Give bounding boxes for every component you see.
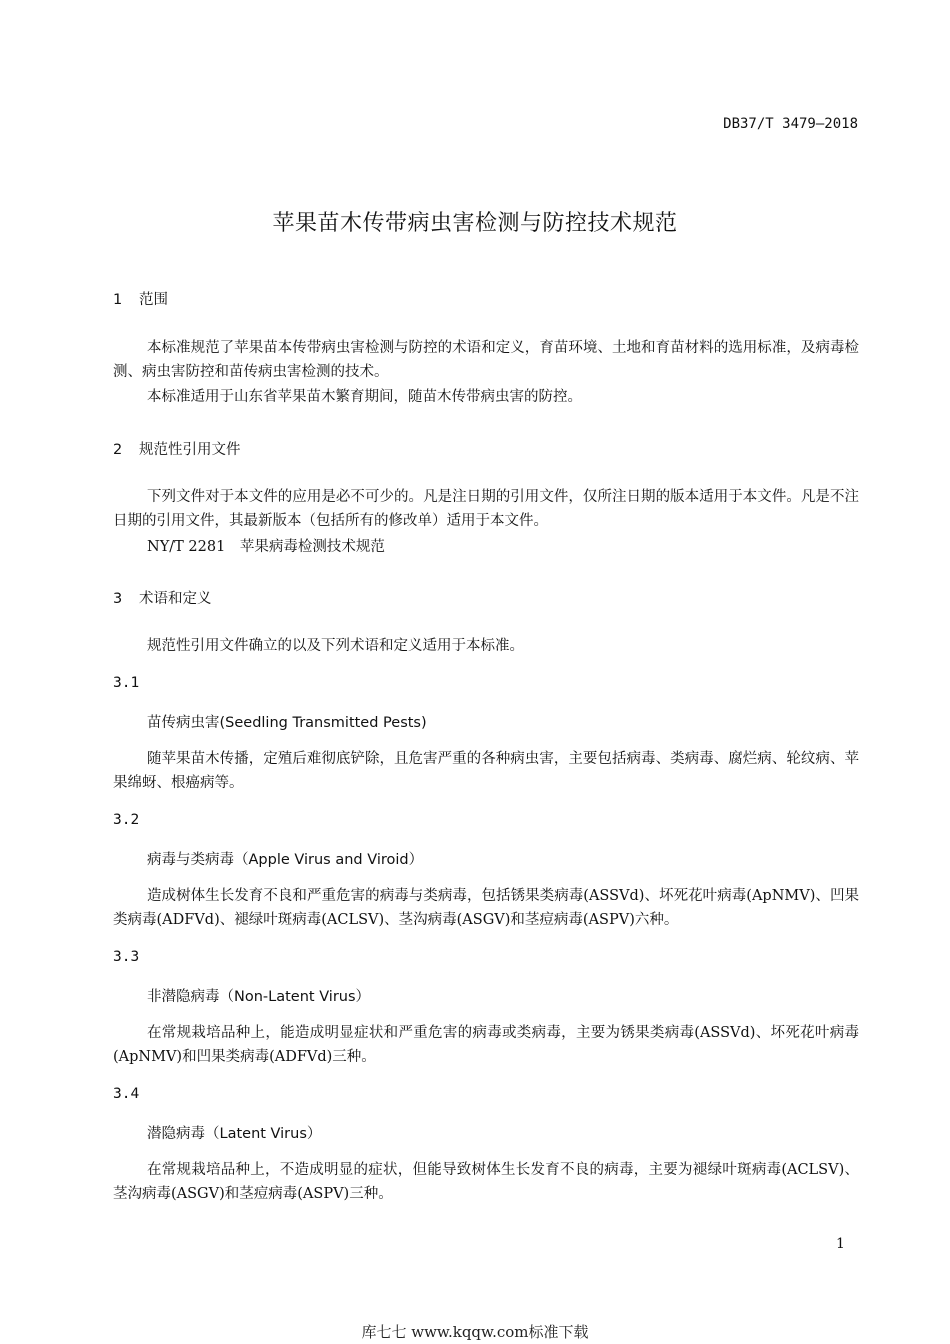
- section-3-heading: [113, 587, 212, 608]
- section-2-paragraph-1: 下列文件对于本文件的应用是必不可少的。凡是注日期的引用文件，仅所注日期的版本适用于本文件。凡是不注日期的引用文件，其最新版本（包括所有的修改单）适用于本文件。: [113, 489, 859, 529]
- document-code: DB37/T 3479—2018: [723, 116, 858, 132]
- section-number: 2: [113, 442, 123, 458]
- document-title: 苹果苗木传带病虫害检测与防控技术规范: [272, 211, 678, 236]
- term-number: 3.1: [113, 675, 140, 691]
- term-definition: 在常规栽培品种上，不造成明显的症状，但能导致树体生长发育不良的病毒，主要为褪绿叶斑病毒(ACLSV)、茎沟病毒(ASGV)和茎痘病毒(ASPV)三种。: [113, 1162, 859, 1202]
- term-number: 3.4: [113, 1086, 140, 1102]
- section-number: 3: [113, 591, 123, 607]
- section-1-paragraph-1: 本标准规范了苹果苗本传带病虫害检测与防控的术语和定义，育苗环境、土地和育苗材料的选用标准，及病毒检测、病虫害防控和苗传病虫害检测的技术。: [113, 340, 859, 380]
- section-number: 1: [113, 292, 123, 308]
- section-1-paragraph-2: 本标准适用于山东省苹果苗木繁育期间，随苗木传带病虫害的防控。: [147, 389, 582, 405]
- term-number: 3.3: [113, 949, 140, 965]
- term-title: 苗传病虫害(Seedling Transmitted Pests): [147, 715, 427, 731]
- page-number: 1: [836, 1236, 845, 1252]
- term-definition: 随苹果苗木传播，定殖后难彻底铲除，且危害严重的各种病虫害，主要包括病毒、类病毒、腐烂病、轮纹病、苹果绵蚜、根癌病等。: [113, 751, 859, 791]
- section-title: 规范性引用文件: [139, 442, 241, 458]
- section-title: 术语和定义: [139, 591, 212, 607]
- normative-reference: NY/T 2281 苹果病毒检测技术规范: [147, 539, 385, 555]
- section-title: 范围: [139, 292, 168, 308]
- section-2-heading: [113, 438, 241, 459]
- term-definition: 造成树体生长发育不良和严重危害的病毒与类病毒，包括锈果类病毒(ASSVd)、坏死花叶病毒(ApNMV)、凹果类病毒(ADFVd)、褪绿叶斑病毒(ACLSV)、茎沟病毒(ASGV)和茎痘病毒(ASPV)六种。: [113, 888, 859, 928]
- section-3-paragraph-1: 规范性引用文件确立的以及下列术语和定义适用于本标准。: [147, 638, 524, 654]
- section-1-heading: [113, 288, 168, 309]
- term-title: 病毒与类病毒（Apple Virus and Viroid）: [147, 852, 424, 868]
- term-title: 潜隐病毒（Latent Virus）: [147, 1126, 322, 1142]
- term-number: 3.2: [113, 812, 140, 828]
- footer-watermark: 库七七 www.kqqw.com标准下载: [361, 1323, 589, 1341]
- term-definition: 在常规栽培品种上，能造成明显症状和严重危害的病毒或类病毒，主要为锈果类病毒(ASSVd)、坏死花叶病毒(ApNMV)和凹果类病毒(ADFVd)三种。: [113, 1025, 859, 1065]
- term-title: 非潜隐病毒（Non-Latent Virus）: [147, 989, 371, 1005]
